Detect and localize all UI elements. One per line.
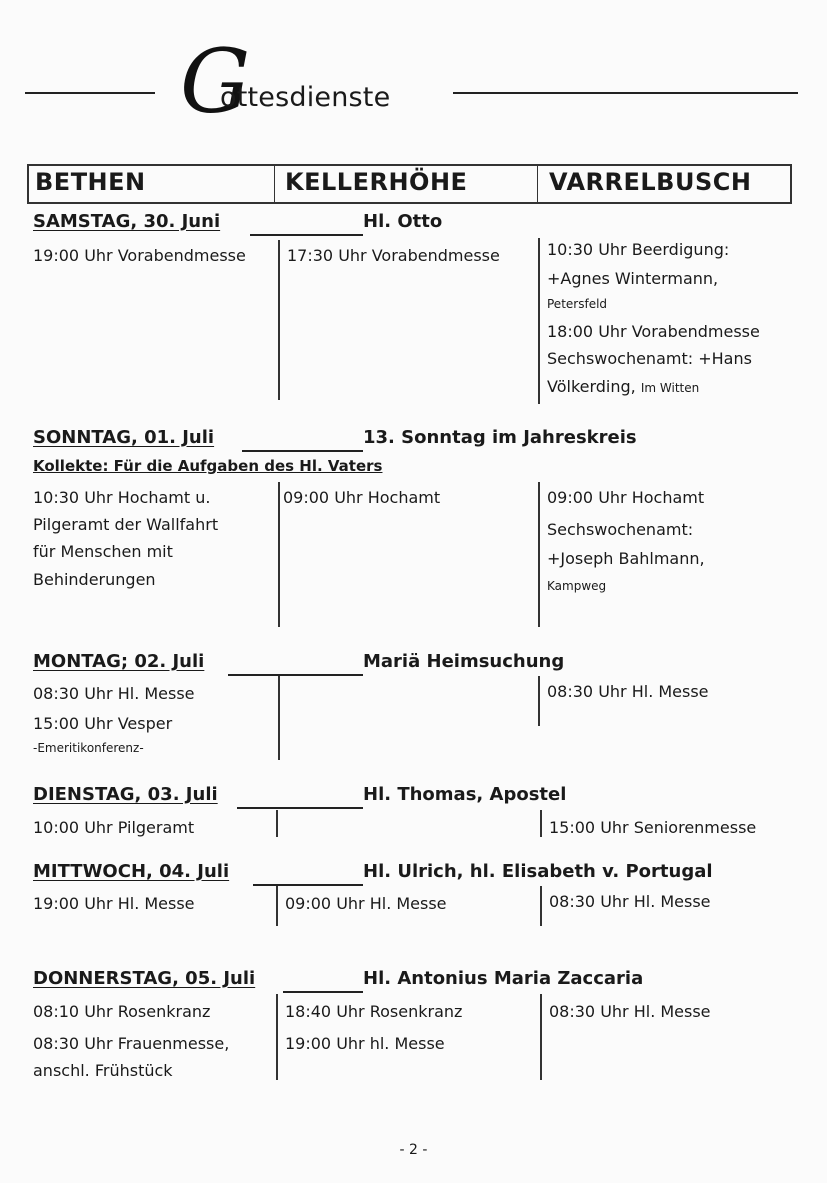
service-entry: 18:00 Uhr Vorabendmesse [547,322,760,341]
service-entry: 09:00 Uhr Hochamt [547,488,705,507]
header-rule-right [453,92,798,94]
title-initial: G [180,30,251,133]
service-entry: 15:00 Uhr Seniorenmesse [549,818,757,837]
feast-name: Mariä Heimsuchung [363,651,565,672]
column-divider [540,810,542,837]
service-entry: 08:30 Uhr Hl. Messe [547,682,709,701]
heading-underline [283,991,363,993]
service-entry: 08:30 Uhr Hl. Messe [549,1002,711,1021]
service-entry: 08:30 Uhr Hl. Messe [33,684,195,703]
service-entry: Pilgeramt der Wallfahrt [33,515,219,534]
service-entry: 09:00 Uhr Hochamt [283,488,441,507]
person-location: Im Witten [640,381,700,395]
day-heading: DONNERSTAG, 05. Juli [33,968,256,989]
heading-underline [253,884,363,886]
feast-name: Hl. Thomas, Apostel [363,784,567,805]
service-entry: 08:10 Uhr Rosenkranz [33,1002,211,1021]
service-entry: 10:00 Uhr Pilgeramt [33,818,195,837]
column-divider [278,676,280,760]
service-entry: Sechswochenamt: [547,520,694,539]
column-divider [538,238,540,404]
service-entry-location: Kampweg [547,579,607,593]
service-entry: 18:40 Uhr Rosenkranz [285,1002,463,1021]
column-divider [278,240,280,400]
column-divider [540,886,542,926]
heading-underline [242,450,363,452]
heading-underline [237,807,363,809]
day-heading: MITTWOCH, 04. Juli [33,861,230,882]
service-entry [547,377,699,398]
page-number: - 2 - [399,1142,428,1158]
service-entry: 15:00 Uhr Vesper [33,714,173,733]
column-divider [276,994,278,1080]
column-header-varrelbusch: VARRELBUSCH [549,168,752,196]
column-header-kellerhoehe: KELLERHÖHE [285,168,468,196]
day-heading: SONNTAG, 01. Juli [33,427,215,448]
service-entry: 10:30 Uhr Hochamt u. [33,488,211,507]
feast-name: Hl. Ulrich, hl. Elisabeth v. Portugal [363,861,713,882]
service-entry: anschl. Frühstück [33,1061,173,1080]
service-entry: 19:00 Uhr Vorabendmesse [33,246,246,265]
day-heading: SAMSTAG, 30. Juni [33,211,221,232]
title-text: ottesdienste [220,82,391,113]
service-entry: 08:30 Uhr Hl. Messe [549,892,711,911]
day-heading: MONTAG; 02. Juli [33,651,205,672]
column-divider [538,676,540,726]
service-entry: +Joseph Bahlmann, [547,549,705,568]
service-entry: 19:00 Uhr Hl. Messe [33,894,195,913]
service-entry: 09:00 Uhr Hl. Messe [285,894,447,913]
header-rule-left [25,92,155,94]
column-header-bethen: BETHEN [35,168,146,196]
service-entry-note: -Emeritikonferenz- [33,741,144,755]
column-divider [276,886,278,926]
service-entry: 19:00 Uhr hl. Messe [285,1034,445,1053]
column-header-divider [537,164,538,204]
collection-note: Kollekte: Für die Aufgaben des Hl. Vaters [33,457,383,475]
column-divider [278,482,280,627]
column-header-divider [274,164,275,204]
feast-name: 13. Sonntag im Jahreskreis [363,427,637,448]
service-entry: für Menschen mit [33,542,173,561]
service-entry: 17:30 Uhr Vorabendmesse [287,246,500,265]
service-entry: +Agnes Wintermann, [547,269,719,288]
column-divider [276,810,278,837]
column-divider [540,994,542,1080]
service-entry: Behinderungen [33,570,156,589]
heading-underline [228,674,363,676]
feast-name: Hl. Antonius Maria Zaccaria [363,968,644,989]
feast-name: Hl. Otto [363,211,443,232]
heading-underline [250,234,363,236]
person-name: Völkerding, [547,377,641,396]
day-heading: DIENSTAG, 03. Juli [33,784,218,805]
service-entry: Sechswochenamt: +Hans [547,349,752,368]
service-entry: 08:30 Uhr Frauenmesse, [33,1034,230,1053]
service-entry-location: Petersfeld [547,297,608,311]
service-entry: 10:30 Uhr Beerdigung: [547,240,730,259]
column-divider [538,482,540,627]
